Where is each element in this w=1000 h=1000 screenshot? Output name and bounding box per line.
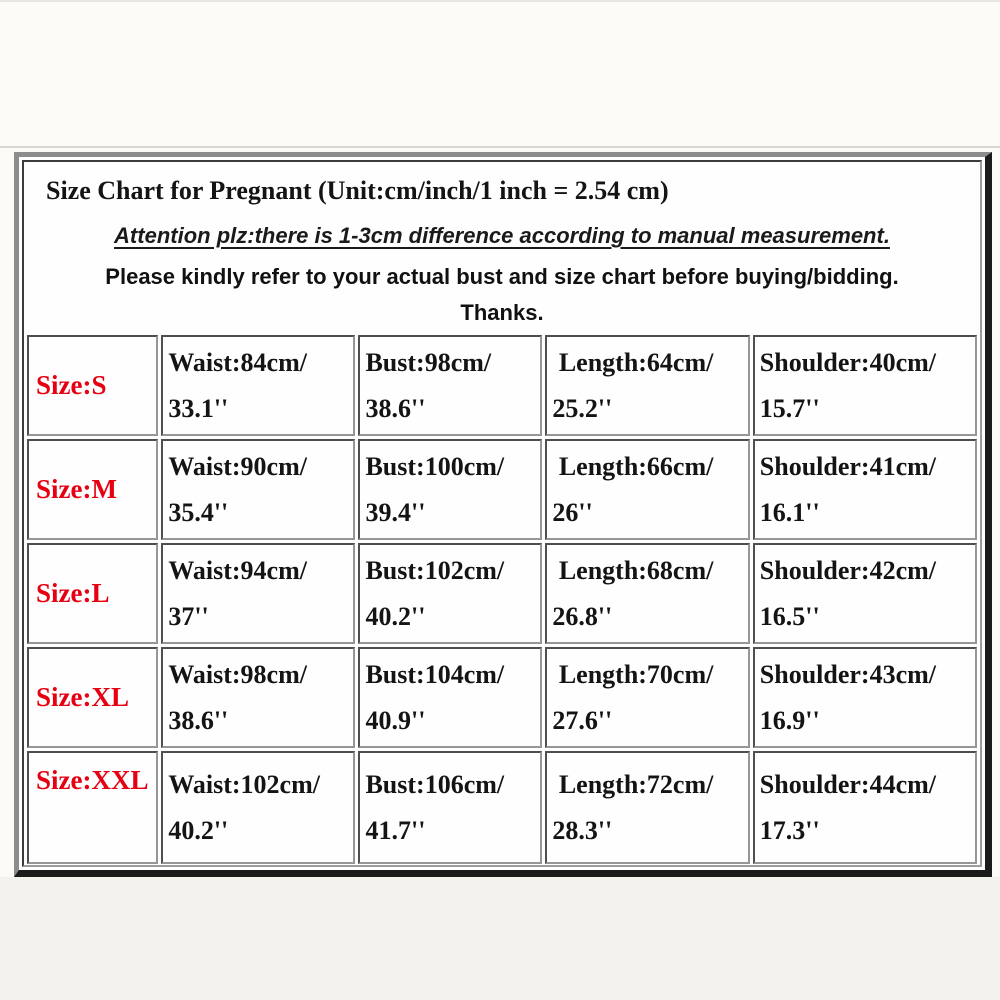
length-inch-value: 26.8'' (552, 601, 613, 631)
length-cell (545, 543, 749, 644)
shoulder-inch-value: 17.3'' (759, 815, 820, 845)
shoulder-cell (753, 647, 977, 748)
bust-cm-value: Bust:100cm/ (365, 451, 505, 481)
page-top-edge (0, 0, 1000, 2)
waist-cell (161, 543, 355, 644)
table-row-size-xl (27, 647, 977, 748)
size-chart-inner-frame (22, 160, 982, 867)
waist-inch-value: 37'' (168, 601, 209, 631)
size-label: Size:XXL (27, 751, 158, 864)
shoulder-cell (753, 543, 977, 644)
length-cm-value: Length:66cm/ (552, 451, 714, 481)
page-bottom-background (0, 877, 1000, 1000)
shoulder-cell (753, 751, 977, 864)
shoulder-inch-value: 16.1'' (759, 497, 820, 527)
size-label: Size:M (27, 439, 158, 540)
bust-inch-value: 40.9'' (365, 705, 426, 735)
bust-inch-value: 40.2'' (365, 601, 426, 631)
chart-header (24, 162, 980, 332)
shoulder-inch-value: 15.7'' (759, 393, 820, 423)
length-inch-value: 27.6'' (552, 705, 613, 735)
thanks-note: Thanks. (460, 300, 544, 325)
length-inch-value: 26'' (552, 497, 593, 527)
shoulder-cm-value: Shoulder:41cm/ (759, 451, 937, 481)
bust-cm-value: Bust:104cm/ (365, 659, 505, 689)
bust-inch-value: 39.4'' (365, 497, 426, 527)
bust-inch-value: 41.7'' (365, 815, 426, 845)
waist-inch-value: 35.4'' (168, 497, 229, 527)
waist-cm-value: Waist:102cm/ (168, 769, 320, 799)
length-cm-value: Length:70cm/ (552, 659, 714, 689)
waist-inch-value: 38.6'' (168, 705, 229, 735)
length-cell (545, 439, 749, 540)
shoulder-cm-value: Shoulder:44cm/ (759, 769, 937, 799)
shoulder-cell (753, 439, 977, 540)
shoulder-cell (753, 335, 977, 436)
shoulder-inch-value: 16.5'' (759, 601, 820, 631)
bust-cell (358, 439, 542, 540)
length-cm-value: Length:72cm/ (552, 769, 714, 799)
length-cell (545, 647, 749, 748)
length-inch-value: 28.3'' (552, 815, 613, 845)
bust-cm-value: Bust:98cm/ (365, 347, 492, 377)
shoulder-cm-value: Shoulder:43cm/ (759, 659, 937, 689)
horizontal-divider (0, 146, 1000, 148)
bust-inch-value: 38.6'' (365, 393, 426, 423)
bust-cell (358, 751, 542, 864)
shoulder-cm-value: Shoulder:40cm/ (759, 347, 937, 377)
waist-cm-value: Waist:94cm/ (168, 555, 307, 585)
shoulder-cm-value: Shoulder:42cm/ (759, 555, 937, 585)
waist-inch-value: 33.1'' (168, 393, 229, 423)
size-table (24, 332, 980, 867)
size-label: Size:S (27, 335, 158, 436)
bust-cm-value: Bust:106cm/ (365, 769, 505, 799)
bust-cell (358, 335, 542, 436)
chart-title: Size Chart for Pregnant (Unit:cm/inch/1 inch = 2.54 cm) (46, 176, 669, 205)
length-cm-value: Length:68cm/ (552, 555, 714, 585)
waist-cell (161, 751, 355, 864)
waist-cell (161, 647, 355, 748)
bust-cell (358, 543, 542, 644)
length-inch-value: 25.2'' (552, 393, 613, 423)
shoulder-inch-value: 16.9'' (759, 705, 820, 735)
length-cell (545, 335, 749, 436)
waist-cm-value: Waist:98cm/ (168, 659, 307, 689)
table-row-size-xxl (27, 751, 977, 864)
bust-cm-value: Bust:102cm/ (365, 555, 505, 585)
table-row-size-s (27, 335, 977, 436)
table-row-size-l (27, 543, 977, 644)
length-cm-value: Length:64cm/ (552, 347, 714, 377)
size-label: Size:XL (27, 647, 158, 748)
waist-cm-value: Waist:90cm/ (168, 451, 307, 481)
table-row-size-m (27, 439, 977, 540)
waist-inch-value: 40.2'' (168, 815, 229, 845)
waist-cm-value: Waist:84cm/ (168, 347, 307, 377)
attention-note: Attention plz:there is 1-3cm difference according to manual measurement. (114, 223, 890, 248)
waist-cell (161, 335, 355, 436)
advice-note: Please kindly refer to your actual bust and size chart before buying/bidding. (105, 264, 899, 289)
bust-cell (358, 647, 542, 748)
waist-cell (161, 439, 355, 540)
size-chart-frame (14, 152, 992, 877)
length-cell (545, 751, 749, 864)
size-label: Size:L (27, 543, 158, 644)
